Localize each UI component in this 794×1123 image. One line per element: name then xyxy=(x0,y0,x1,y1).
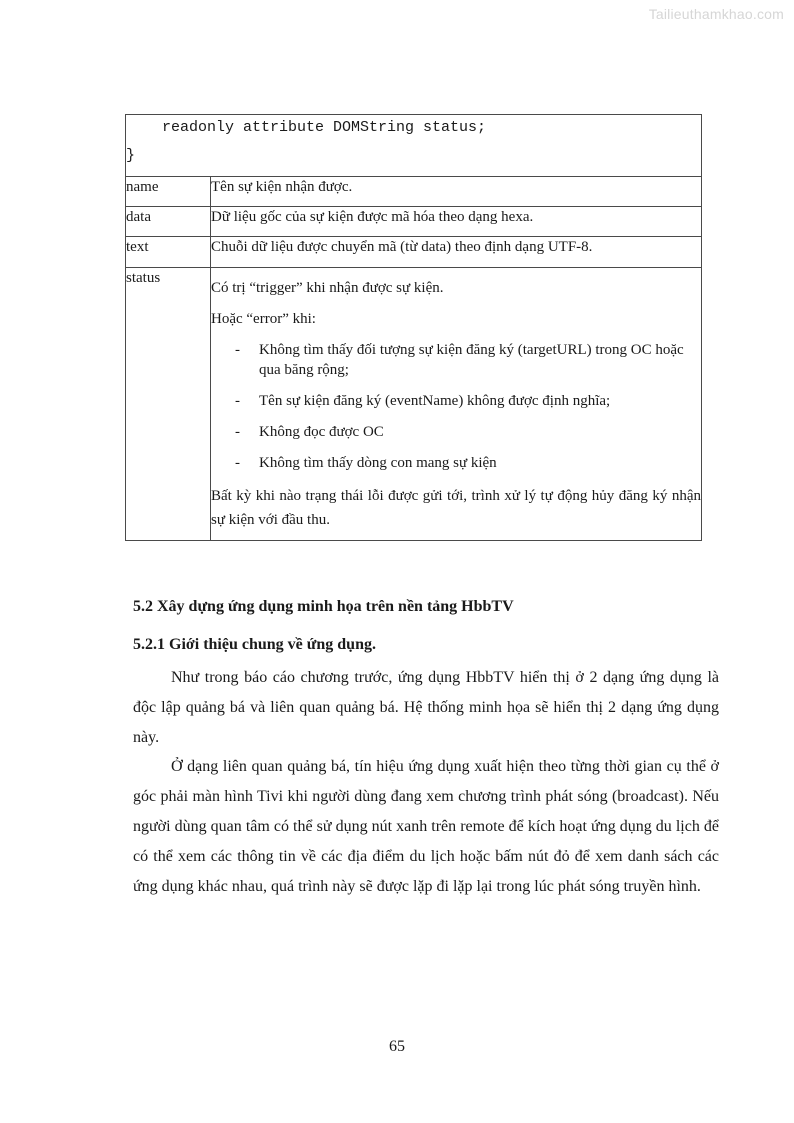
row-value: Tên sự kiện nhận được. xyxy=(211,177,702,207)
watermark: Tailieuthamkhao.com xyxy=(648,6,784,22)
row-value-status xyxy=(211,268,702,541)
list-item-text: Không tìm thấy dòng con mang sự kiện xyxy=(259,455,497,471)
paragraph: Ở dạng liên quan quảng bá, tín hiệu ứng dụng xuất hiện theo từng thời gian cụ thể ở góc phải màn hình Tivi khi người dùng đang xem chương trình phát sóng (broadcast). Nếu người dùng quan tâm có thể sử dụng nút xanh trên remote để kích hoạt ứng dụng du lịch để có thể xem các thông tin về các địa điểm du lịch hoặc bấm nút đỏ để xem danh sách các ứng dụng khác nhau, quá trình này sẽ được lặp đi lặp lại trong lúc phát sóng truyền hình. xyxy=(133,758,719,895)
bullet-dash: - xyxy=(235,424,240,440)
list-item xyxy=(211,391,701,411)
table-row-status xyxy=(126,268,702,541)
code-closing-brace: } xyxy=(126,147,136,164)
code-line: readonly attribute DOMString status; xyxy=(162,119,487,136)
list-item-text: Tên sự kiện đăng ký (eventName) không được định nghĩa; xyxy=(259,393,611,409)
code-cell xyxy=(126,115,702,177)
table-row xyxy=(126,177,702,207)
page-number: 65 xyxy=(389,1038,405,1055)
row-key: text xyxy=(126,237,211,268)
table-row xyxy=(126,237,702,268)
error-conditions-list xyxy=(211,340,701,473)
code-row xyxy=(126,115,702,177)
spec-table xyxy=(125,114,702,541)
bullet-dash: - xyxy=(235,455,240,471)
row-value: Chuỗi dữ liệu được chuyển mã (từ data) theo định dạng UTF-8. xyxy=(211,237,702,268)
bullet-dash: - xyxy=(235,393,240,409)
status-error-text: Hoặc “error” khi: xyxy=(211,311,316,327)
bullet-dash: - xyxy=(235,342,240,358)
subsection-heading: 5.2.1 Giới thiệu chung về ứng dụng. xyxy=(133,636,376,653)
row-key: name xyxy=(126,177,211,207)
list-item-text: Không tìm thấy đối tượng sự kiện đăng ký (targetURL) trong OC hoặc qua băng rộng; xyxy=(259,342,684,378)
status-final-note: Bất kỳ khi nào trạng thái lỗi được gửi tới, trình xử lý tự động hủy đăng ký nhận sự kiện với đầu thu. xyxy=(211,488,701,528)
list-item-text: Không đọc được OC xyxy=(259,424,384,440)
table-row xyxy=(126,207,702,237)
row-key: status xyxy=(126,268,211,541)
list-item xyxy=(211,340,701,380)
section-heading: 5.2 Xây dựng ứng dụng minh họa trên nền tảng HbbTV xyxy=(133,598,514,615)
list-item xyxy=(211,453,701,473)
list-item xyxy=(211,422,701,442)
paragraph: Như trong báo cáo chương trước, ứng dụng HbbTV hiển thị ở 2 dạng ứng dụng là độc lập quảng bá và liên quan quảng bá. Hệ thống minh họa sẽ hiển thị 2 dạng ứng dụng này. xyxy=(133,669,719,746)
status-trigger-text: Có trị “trigger” khi nhận được sự kiện. xyxy=(211,280,444,296)
row-value: Dữ liệu gốc của sự kiện được mã hóa theo dạng hexa. xyxy=(211,207,702,237)
row-key: data xyxy=(126,207,211,237)
